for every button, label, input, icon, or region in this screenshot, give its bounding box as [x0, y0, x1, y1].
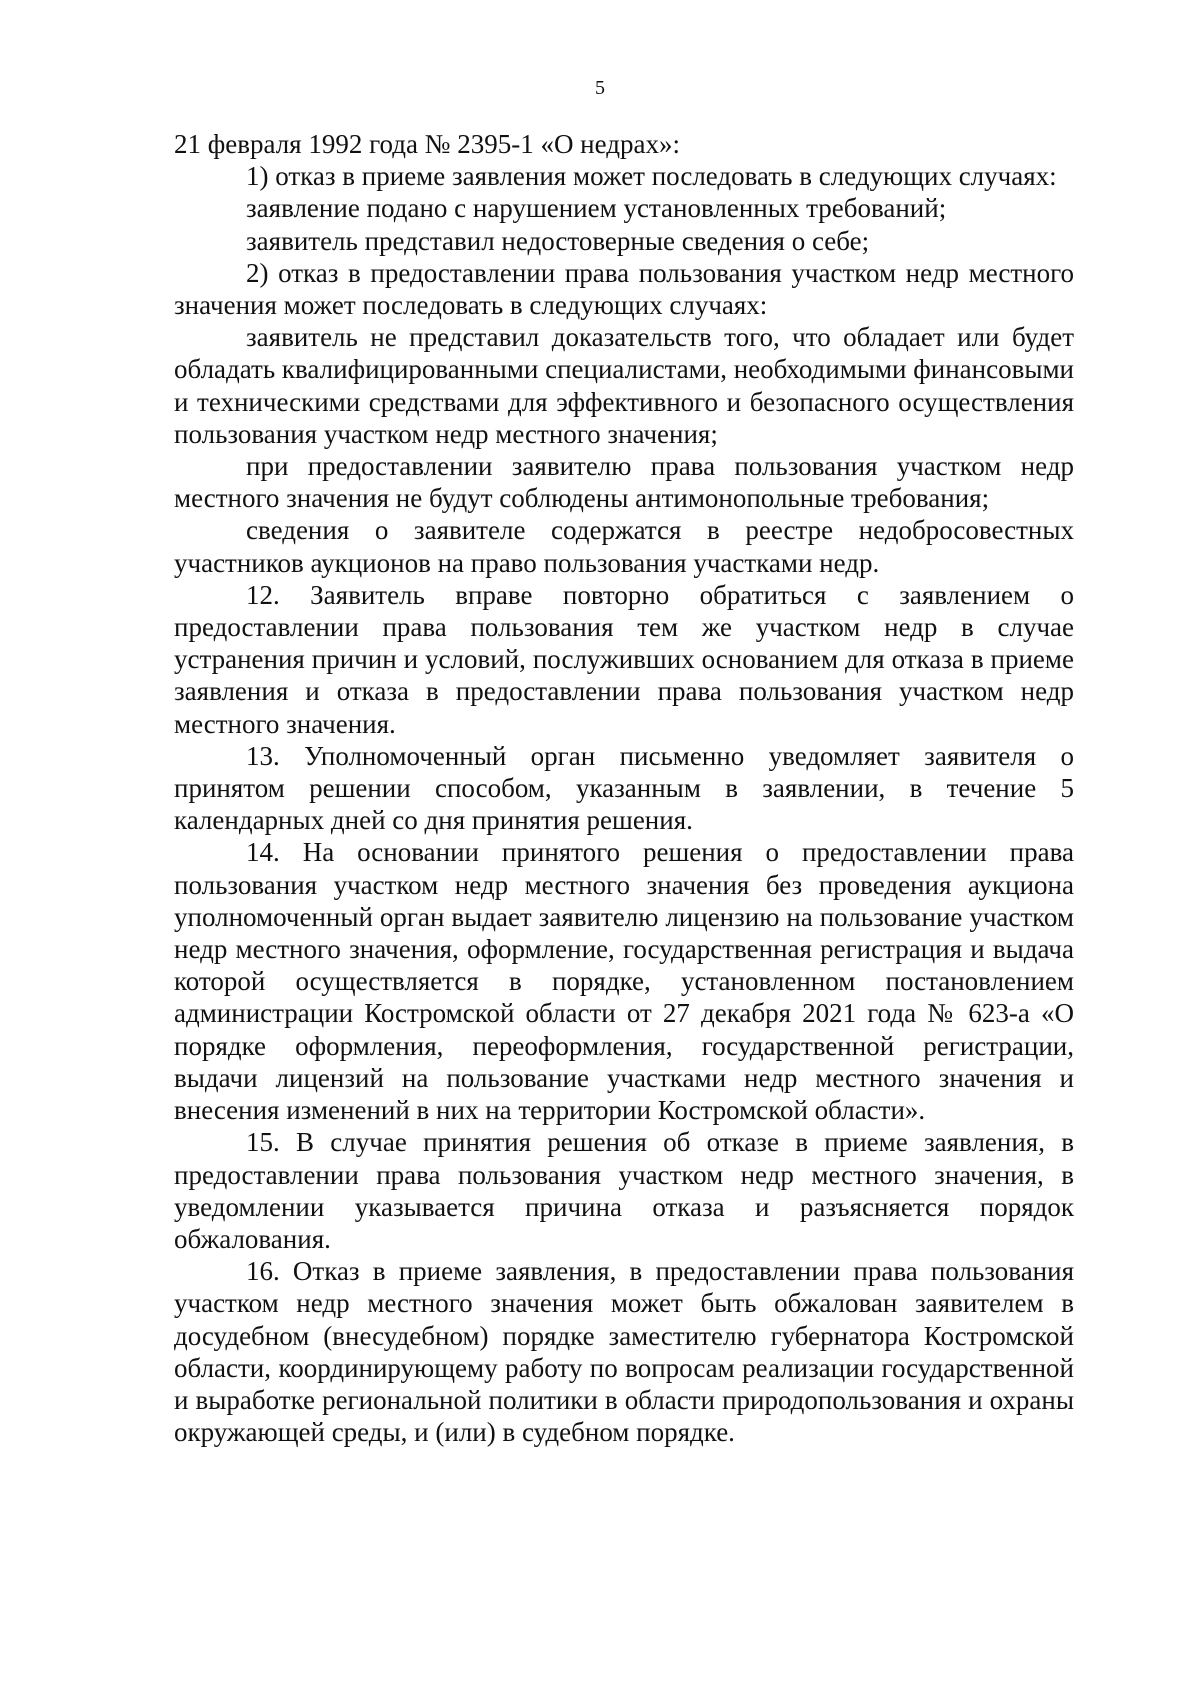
paragraph-unfair-registry: сведения о заявителе содержатся в реестре недобросовестных участников аукционов на право пользования участками недр.: [174, 515, 1074, 578]
paragraph-item-15: 15. В случае принятия решения об отказе в приеме заявления, в предоставлении права пользования участком недр местного значения, в уведомлении указывается причина отказа и разъясняется порядок обжалования.: [174, 1127, 1074, 1254]
paragraph-item-16: 16. Отказ в приеме заявления, в предоставлении права пользования участком недр местного значения может быть обжалован заявителем в досудебном (внесудебном) порядке заместителю губернатора Костромской области, координирующему работу по вопросам реализации государственной и выработке региональной политики в области природопользования и охраны окружающей среды, и (или) в судебном порядке.: [174, 1256, 1074, 1448]
paragraph-unreliable-information: заявитель представил недостоверные сведения о себе;: [246, 225, 870, 256]
paragraph-refusal-acceptance-cases: 1) отказ в приеме заявления может последовать в следующих случаях:: [246, 161, 1057, 192]
page-number: 5: [595, 77, 605, 99]
paragraph-antimonopoly: при предоставлении заявителю права пользования участком недр местного значения не будут соблюдены антимонопольные требования;: [174, 451, 1074, 514]
document-body: [174, 128, 1074, 1448]
paragraph-no-evidence: заявитель не представил доказательств того, что обладает или будет обладать квалифицированными специалистами, необходимыми финансовыми и техническими средствами для эффективного и безопасного осуществления пользования участком недр местного значения;: [174, 322, 1074, 449]
paragraph-law-reference: 21 февраля 1992 года № 2395-1 «О недрах»:: [174, 129, 680, 159]
paragraph-item-13: 13. Уполномоченный орган письменно уведомляет заявителя о принятом решении способом, указанным в заявлении, в течение 5 календарных дней со дня принятия решения.: [174, 740, 1074, 836]
paragraph-item-14: 14. На основании принятого решения о предоставлении права пользования участком недр местного значения без проведения аукциона уполномоченный орган выдает заявителю лицензию на пользование участком недр местного значения, оформление, государственная регистрация и выдача которой осуществляется в порядке, установленном постановлением администрации Костромской области от 27 декабря 2021 года № 623-а «О порядке оформления, переоформления, государственной регистрации, выдачи лицензий на пользование участками недр местного значения и внесения изменений в них на территории Костромской области».: [174, 837, 1074, 1126]
paragraph-refusal-right-cases: 2) отказ в предоставлении права пользования участком недр местного значения может последовать в следующих случаях:: [174, 257, 1074, 321]
paragraph-item-12: 12. Заявитель вправе повторно обратиться с заявлением о предоставлении права пользования тем же участком недр в случае устранения причин и условий, послуживших основанием для отказа в приеме заявления и отказа в предоставлении права пользования участком недр местного значения.: [174, 579, 1074, 739]
paragraph-violation-requirements: заявление подано с нарушением установленных требований;: [246, 193, 947, 224]
